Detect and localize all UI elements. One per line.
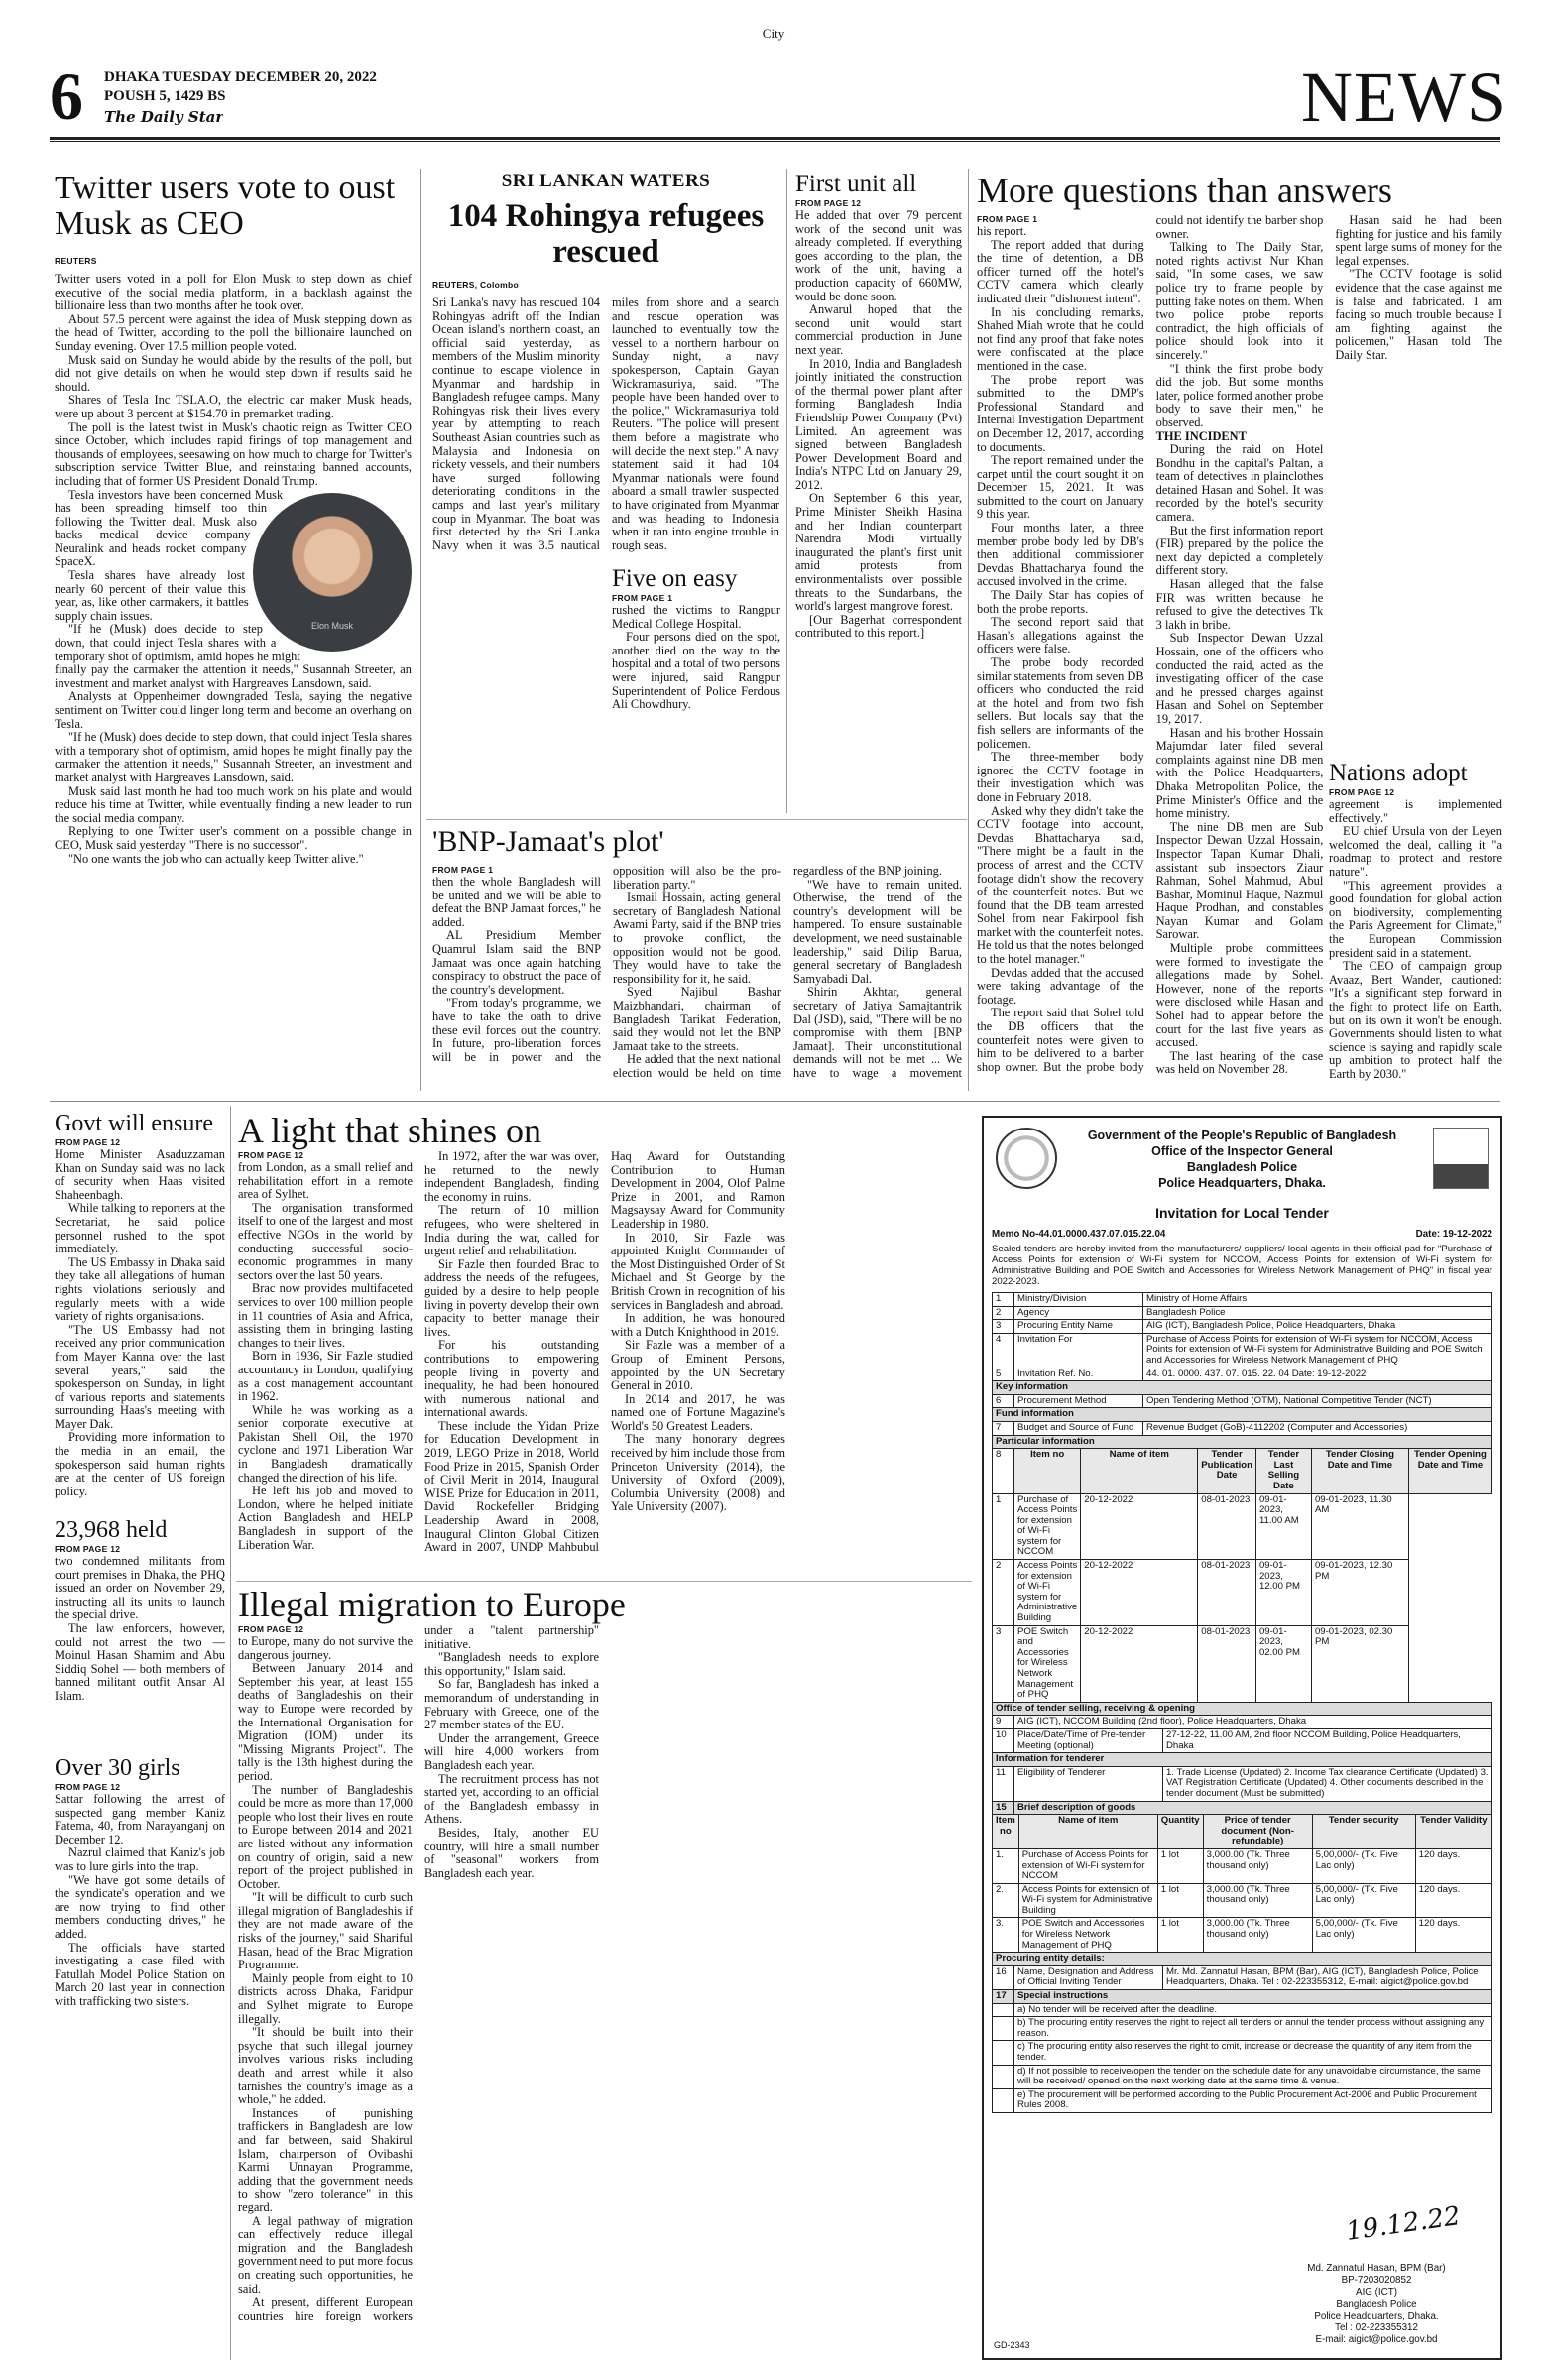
tender-row: 4 Invitation For Purchase of Access Points for extension of Wi-Fi system for NCCOM, Access Points for extension of Wi-Fi system for Administrative Building and POE Switch and Accessories for Wireless Network Management of PHQ	[993, 1333, 1492, 1368]
signatory: Md. Zannatul Hasan, BPM (Bar) BP-7203020852 AIG (ICT) Bangladesh Police Police Headquarters, Dhaka. Tel : 02-223355312 E-mail: aigict@police.gov.bd	[1307, 2263, 1446, 2345]
tender-row: 1 Ministry/Division Ministry of Home Affairs	[993, 1293, 1492, 1307]
from-page: FROM PAGE 12	[55, 1544, 121, 1554]
five-story	[612, 565, 780, 803]
article-body: agreement is implemented effectively." EU chief Ursula von der Leyen welcomed the deal, calling it "a roadmap to protect and restore nature". "This agreement provides a good foundation for global action on biodiversity, complementing the Paris Agreement for Climate," the European Commission president said in a statement. The CEO of campaign group Avaaz, Bert Wander, cautioned: "It's a significant step forward in the fight to protect life on Earth, but on its own it won't be enough. Governments should listen to what science is saying and rapidly scale up ambition to protect half the Earth by 2030."	[1329, 797, 1502, 1081]
rohingya-story	[432, 171, 779, 587]
first-unit-story	[795, 171, 962, 815]
goods-row: 2. Access Points for extension of Wi-Fi system for Administrative Building 1 lot 3,000.00 (Tk. Three thousand only) 5,00,000/- (Tk. Five Lac only) 120 days.	[993, 1883, 1492, 1918]
headline: Govt will ensure	[55, 1111, 213, 1136]
gov-line: Government of the People's Republic of Bangladesh	[1087, 1129, 1397, 1142]
police-emblem	[996, 1128, 1057, 1189]
migration-story	[238, 1585, 972, 2358]
bnp-story	[432, 825, 962, 1095]
mujib-logo	[1433, 1128, 1489, 1189]
memo-date: Date: 19-12-2022	[1415, 1229, 1492, 1240]
headline: Twitter users vote to oust Musk as CEO	[55, 171, 396, 242]
gd-number: GD-2343	[994, 2340, 1030, 2350]
article-body: FROM PAGE 12 from London, as a small relief and rehabilitation effort in a remote area of Sylhet. The organisation transformed itself to one of the largest and most effective NGOs in the world by conducting successful socio-economic programmes in many sectors over the last 50 years. Brac now provides multifaceted services to over 100 million people in 11 countries of Asia and Africa, assisting them in bringing lasting changes to their lives. Born in 1936, Sir Fazle studied accountancy in London, qualifying as a cost management accountant in 1962. While he was working as a senior corporate executive at Pakistan Shell Oil, the 1970 cyclone and 1971 Liberation War in Bangladesh dramatically changed the direction of his life. He left his job and moved to London, where he helped initiate Action Bangladesh and HELP Bangladesh in support of the Liberation War. In 1972, after the war was over, he returned to the newly independent Bangladesh, finding the economy in ruins. The return of 10 million refugees, who were sheltered in India during the war, called for urgent relief and rehabilitation. Sir Fazle then founded Brac to address the needs of the refugees, guided by a desire to help people living in poverty develop their own capacity to better manage their lives. For his outstanding contributions to empowering people living in poverty and inequality, he had been honoured with numerous national and international awards. These include the Yidan Prize for Education Development in 2019, LEGO Prize in 2018, World Food Prize in 2015, Spanish Order of Civil Merit in 2014, Inaugural WISE Prize for Education in 2011, David Rockefeller Bridging Leadership Award in 2008, Inaugural Clinton Global Citizen Award in 2007, UNDP Mahbubul Haq Award for Outstanding Contribution to Human Development in 2004, Olof Palme Prize in 2001, and Ramon Magsaysay Award for Community Leadership in 1980. In 2010, Sir Fazle was appointed Knight Commander of the Most Distinguished Order of St Michael and St George by the British Crown in recognition of his services in Bangladesh and abroad. In addition, he was honoured with a Dutch Knighthood in 2019. Sir Fazle was a member of a Group of Eminent Persons, appointed by the UN Secretary General in 2010. In 2014 and 2017, he was named one of Fortune Magazine's World's 50 Greatest Leaders. The many honorary degrees received by him include those from Princeton University (2014), the University of Oxford (2009), Columbia University (2008) and Yale University (2007).	[238, 1149, 785, 1555]
musk-photo: Elon Musk	[253, 493, 412, 652]
from-page: FROM PAGE 12	[55, 1782, 121, 1792]
article-body: Sattar following the arrest of suspected gang member Kaniz Fatema, 40, from Narayanganj on December 12. Nazrul claimed that Kaniz's job was to lure girls into the trap. "We have got some details of the syndicate's operation and we are now trying to find other members conducting drives," he added. The officials have started investigating a case filed with Fatullah Model Police Station on March 20 last year in connection with trafficking two sisters.	[55, 1792, 225, 2008]
from-page: FROM PAGE 12	[55, 1137, 121, 1147]
bangla-date: POUSH 5, 1429 BS	[104, 88, 226, 104]
tender-row: 5 Invitation Ref. No. 44. 01. 0000. 437. 07. 015. 22. 04 Date: 19-12-2022	[993, 1368, 1492, 1381]
procuring-table: Procuring entity details: 16 Name, Designation and Address of Official Inviting Tender Mr. Md. Zannatul Hasan, BPM (Bar), AIG (ICT), Bangladesh Police, Police Headquarters, Dhaka. Tel : 02-223355312, E-mail: aigict@police.gov.bd 17 Special instructions a) No tender will be received after the deadline. b) The procuring entity reserves the right to reject all tenders or annul the tender process without assigning any reason. c) The procuring entity also reserves the right to cmit, increase or decrease the quantity of any item from the tender. d) If not possible to receive/open the tender on the schedule date for any unavoidable circumstance, the same will be received/ opened on the next working date at the same time & venue. e) The procurement will be performed according to the Public Procurement Act-2006 and Public Procurement Rules 2008.	[992, 1952, 1492, 2113]
headline: Over 30 girls	[55, 1755, 180, 1781]
byline: REUTERS	[55, 256, 97, 266]
headline: 'BNP-Jamaat's plot'	[432, 825, 664, 858]
article-body: rushed the victims to Rangpur Medical College Hospital. Four persons died on the spot, another died on the way to the hospital and a total of two persons were injured, said Rangpur Superintendent of Police Ferdous Ali Chowdhury.	[612, 603, 780, 712]
office: Office of the Inspector General	[1151, 1144, 1333, 1158]
masthead-logo: The Daily Star	[104, 108, 224, 126]
kicker: SRI LANKAN WATERS	[501, 171, 711, 191]
from-page: FROM PAGE 1	[612, 593, 673, 603]
headline: 104 Rohingya refugees rescued	[447, 198, 765, 270]
govt-story	[55, 1111, 225, 1507]
tender-table: 1 Ministry/Division Ministry of Home Affairs 2 Agency Bangladesh Police 3 Procuring Entity Name AIG (ICT), Bangladesh Police, Police Headquarters, Dhaka 4 Invitation For Purchase of Access Points for extension of Wi-Fi system for NCCOM, Access Points for extension of Wi-Fi system for Administrative Building and POE Switch and Accessories for Wireless Network Management of PHQ 5 Invitation Ref. No. 44. 01. 0000. 437. 07. 015. 22. 04 Date: 19-12-2022 Key information 6 Procurement Method Open Tendering Method (OTM), National Competitive Tender (NCT) Fund information 7 Budget and Source of Fund Revenue Budget (GoB)-4112202 (Computer and Accessories) Particular information	[992, 1292, 1492, 1449]
headline: A light that shines on	[238, 1111, 541, 1150]
headline: First unit all	[795, 171, 917, 197]
from-page: FROM PAGE 12	[238, 1150, 304, 1160]
article-body: He added that over 79 percent work of the second unit was already completed. If everything goes according to the plan, the work of the unit, having a production capacity of 660MW, would be done soon. Anwarul hoped that the second unit would start commercial production in June next year. In 2010, India and Bangladesh jointly initiated the construction of the thermal power plant after forming Bangladesh India Friendship Power Company (Pvt) Limited. An agreement was signed between Bangladesh Power Development Board and India's NTPC Ltd on January 29, 2012. On September 6 this year, Prime Minister Sheikh Hasina and her Indian counterpart Narendra Modi virtually inaugurated the plant's first unit amid protests from environmentalists over possible threats to the Sundarbans, the world's largest mangrove forest. [Our Bagerhat correspondent contributed to this report.]	[795, 208, 962, 641]
article-body: Sri Lanka's navy has rescued 104 Rohingyas adrift off the Indian Ocean island's northern coast, an official said yesterday, as members of the Muslim minority continue to escape violence in Myanmar and hardship in Bangladesh refugee camps. Many Rohingyas risk their lives every year by attempting to reach Southeast Asian countries such as Malaysia and Indonesia on rickety vessels, and their numbers have surged following deteriorating conditions in the camps and last year's military coup in Myanmar. The boat was first detected by the Sri Lanka Navy when it was 3.5 nautical miles from shore and a search and rescue operation was launched to eventually tow the vessel to a northern harbour on Sunday night, a navy spokesperson, Captain Gayan Wickramasuriya, said. "The people have been handed over to the police," Wickramasuriya told Reuters. "The police will present them before a magistrate who will decide the next step." A navy statement said it had 104 Myanmar nationals were found aboard a small trawler suspected to have originated from Myanmar and was heading to Indonesia when it ran into engine trouble in rough seas.	[432, 296, 779, 552]
article-body: FROM PAGE 12 to Europe, many do not survive the dangerous journey. Between January 2014 and September this year, at least 155 deaths of Bangladeshis on their way to Europe were recorded by the International Organisation for Migration (IOM) under its "Missing Migrants Project". The tally is the 13th highest during the period. The number of Bangladeshis could be more as more than 17,000 people who lost their lives en route to Europe between 2014 and 2021 are listed without any information on country of origin, said a new report of the project published in October. "It will be difficult to curb such illegal migration of Bangladeshis if they are not made aware of the risks of the journey," said Shariful Hasan, head of the Brac Migration Programme. Mainly people from eight to 10 districts across Dhaka, Faridpur and Sylhet migrate to Europe illegally. "It should be built into their psyche that such illegal journey involves various risks including death and arrest while it also tarnishes the country's image as a whole," he added. Instances of punishing traffickers in Bangladesh are low and far between, said Shakirul Islam, chairperson of Ovibashi Karmi Unnayan Programme, adding that the government needs to show "zero tolerance" in this regard. A legal pathway of migration can effectively reduce illegal migration and the Bangladesh government need to put more focus on creating such opportunities, he said. At present, different European countries hire foreign workers under a "talent partnership" initiative. "Bangladesh needs to explore this opportunity," Islam said. So far, Bangladesh has inked a memorandum of understanding in February with Greece, one of the 27 member states of the EU. Under the arrangement, Greece will hire 4,000 workers from Bangladesh each year. The recruitment process has not started yet, according to an official of the Bangladesh embassy in Athens. Besides, Italy, another EU country, will hire a small number of "seasonal" workers from Bangladesh each year.	[238, 1623, 599, 2322]
from-page: FROM PAGE 12	[1329, 787, 1395, 797]
nations-story	[1329, 760, 1502, 1095]
hq: Police Headquarters, Dhaka.	[1158, 1176, 1326, 1190]
from-page: FROM PAGE 1	[977, 214, 1038, 224]
from-page: FROM PAGE 12	[238, 1624, 304, 1634]
office-table: Office of tender selling, receiving & opening 9 AIG (ICT), NCCOM Building (2nd floor), Police Headquarters, Dhaka 10 Place/Date/Time of Pre-tender Meeting (optional) 27-12-22, 11.00 AM, 2nd floor NCCOM Building, Police Headquarters, Dhaka Information for tenderer 11 Eligibility of Tenderer 1. Trade License (Updated) 2. Income Tax clearance Certificate (Updated) 3. VAT Registration Certificate (Updated) 4. Other documents described in the tender document (Must be submitted) 15 Brief description of goods	[992, 1702, 1492, 1815]
tender-notice	[982, 1116, 1502, 2360]
held-story	[55, 1517, 225, 1745]
girls-story	[55, 1755, 225, 2350]
particular-row: 1 Purchase of Access Points for extension of Wi-Fi system for NCCOM 20-12-2022 08-01-2023 09-01-2023, 11.00 AM 09-01-2023, 11.30 AM	[993, 1493, 1492, 1560]
header-rule	[50, 137, 1500, 140]
particular-table: 8 Item no Name of item Tender Publication Date Tender Last Selling Date Tender Closing Date and Time Tender Opening Date and Time 1 Purchase of Access Points for extension of Wi-Fi system for NCCOM 20-12-2022 08-01-2023 09-01-2023, 11.00 AM 09-01-2023, 11.30 AM 2 Access Points for extension of Wi-Fi system for Administrative Building 20-12-2022 08-01-2023 09-01-2023, 12.00 PM 09-01-2023, 12.30 PM 3 POE Switch and Accessories for Wireless Network Management of PHQ 20-12-2022 08-01-2023 09-01-2023, 02.00 PM 09-01-2023, 02.30 PM	[992, 1448, 1492, 1703]
org: Bangladesh Police	[1186, 1160, 1298, 1174]
dateline: DHAKA TUESDAY DECEMBER 20, 2022	[104, 69, 377, 85]
article-body: FROM PAGE 1 his report. The report added that during the time of detention, a DB officer turned off the hotel's CCTV camera which clearly indicated their "dishonest intent". In his concluding remarks, Shahed Miah wrote that he could not find any proof that fake notes were confiscated at the place mentioned in the case. The probe report was submitted to the DMP's Professional Standard and Internal Investigation Department on December 12, 2017, according to documents. The report remained under the carpet until the court sought it on December 15, 2021. It was submitted to the court on January 9 this year. Four months later, a three member probe body led by DB's then additional commissioner Devdas Bhattacharya found the accused involved in the crime. The Daily Star has copies of both the probe reports. The second report said that Hasan's allegations against the officers were false. The probe body recorded similar statements from seven DB officers who conducted the raid at the hotel and from two fish sellers. But locals say that the fish sellers are informants of the policemen. The three-member body ignored the CCTV footage in their investigation which was done in February 2018. Asked why they didn't take the CCTV footage into account, Devdas Bhattacharya said, "There might be a fault in the process of arrest and the CCTV footage didn't show the recovery of the counterfeit notes. But we found that the DB team arrested Sohel from near Fakirpool fish market with the counterfeit notes. He told us that the notes belonged to the hotel manager." Devdas added that the accused were taking advantage of the footage. The report said that Sohel told the DB officers that the counterfeit notes were given to him to be delivered to a barber shop owner. But the probe body could not identify the barber shop owner. Talking to The Daily Star, noted rights activist Nur Khan said, "In some cases, we saw police try to frame people by putting fake notes on them. When two police probe reports contradict, the high officials of police should look into it sincerely." "I think the first probe body did the job. But some months later, police formed another probe body to save their men," he observed. THE INCIDENT During the raid on Hotel Bondhu in the capital's Paltan, a team of detectives in plainclothes detained Hasan and Sohel. It was recorded by the hotel's security camera. But the first information report (FIR) prepared by the police the next day depicted a completely different story. Hasan alleged that the false FIR was written because he refused to give the detectives Tk 3 lakh in bribe. Sub Inspector Dewan Uzzal Hossain, one of the officers who conducted the raid, acted as the investigating officer of the case and he pressed charges against Hasan and Sohel on September 19, 2017. Hasan and his brother Hossain Majumdar later filed several complaints against nine DB men with the Police Headquarters, Dhaka Metropolitan Police, the Prime Minister's Office and the home ministry. The nine DB men are Sub Inspector Dewan Uzzal Hossain, Inspector Tapan Kumar Dhali, assistant sub inspectors Ziaur Rahman, Sohel Mahmud, Abul Bashar, Mominul Haque, Nazmul Haque Prodhan, and constables Nayan Kumar and Golam Sarowar. Multiple probe committees were formed to investigate the allegations made by Sohel. However, none of the reports were disclosed while Hasan and Sohel had to appear before the court for the last five years as accused. The last hearing of the case was held on November 28. Hasan said he had been fighting for justice and his family spent large sums of money for the legal expenses. "The CCTV footage is solid evidence that the case against me is false and fabricated. I am facing so much trouble because I am fighting against the policemen," Hasan told The Daily Star.	[977, 213, 1502, 1077]
intro: Sealed tenders are hereby invited from the manufacturers/ suppliers/ local agents in their official pad for "Purchase of Access Points for extension of Wi-Fi system for NCCOM, Access Points for extension of Wi-Fi system for Administrative Building and POE Switch and Accessories for Wireless Network Management of PHQ" in fiscal year 2022-2023.	[992, 1244, 1492, 1287]
memo-no: Memo No-44.01.0000.437.07.015.22.04	[992, 1229, 1166, 1240]
article-body: FROM PAGE 1 then the whole Bangladesh will be united and we will be able to defeat the BNP Jamaat forces," he added. AL Presidium Member Quamrul Islam said the BNP Jamaat was once again hatching conspiracy to obstruct the pace of the country's development. "From today's programme, we have to take the oath to drive these evil forces out the country. In future, pro-liberation forces will be in power and the opposition will also be the pro-liberation party." Ismail Hossain, acting general secretary of Bangladesh National Awami Party, said if the BNP tries to provoke conflict, the opposition would not be good. They would have to take the responsibility for it, he said. Syed Najibul Bashar Maizbhandari, chairman of Bangladesh Tarikat Federation, said they would not let the BNP Jamaat take to the streets. He added that the next national election would be held on time regardless of the BNP joining. "We have to remain united. Otherwise, the trend of the country's development will be hampered. To ensure sustainable development, we need sustainable leadership," said Dilip Barua, general secretary of Bangladesh Samyabadi Dal. Shirin Akhtar, general secretary of Jatiya Samajtantrik Dal (JSD), said, "There will be no compromise with them [BNP Jamaat]. Their unconstitutional demands will not be met ... We have to wage a movement	[432, 864, 962, 1080]
light-story	[238, 1111, 972, 1577]
headline: More questions than answers	[977, 171, 1392, 210]
particular-row: 2 Access Points for extension of Wi-Fi system for Administrative Building 20-12-2022 08-01-2023 09-01-2023, 12.00 PM 09-01-2023, 12.30 PM	[993, 1560, 1492, 1626]
headline: Illegal migration to Europe	[238, 1585, 626, 1624]
section-title: NEWS	[1301, 60, 1507, 135]
goods-row: 3. POE Switch and Accessories for Wireless Network Management of PHQ 1 lot 3,000.00 (Tk. Three thousand only) 5,00,000/- (Tk. Five Lac only) 120 days.	[993, 1918, 1492, 1953]
signature: 19.12.22	[1344, 2202, 1463, 2247]
headline: 23,968 held	[55, 1517, 168, 1543]
headline: Five on easy	[612, 565, 738, 592]
twitter-story	[55, 171, 412, 1098]
tender-row: 2 Agency Bangladesh Police	[993, 1306, 1492, 1320]
from-page: FROM PAGE 1	[432, 865, 494, 875]
byline: REUTERS, Colombo	[432, 280, 519, 290]
particular-row: 3 POE Switch and Accessories for Wireless Network Management of PHQ 20-12-2022 08-01-2023 09-01-2023, 02.00 PM 09-01-2023, 02.30 PM	[993, 1625, 1492, 1702]
article-body: Twitter users voted in a poll for Elon Musk to step down as chief executive of the social media platform, in a backlash against the billionaire less than two months after he took over. About 57.5 percent were against the idea of Musk stepping down as the head of Twitter, according to the poll the billionaire launched on Sunday evening. Over 17.5 million people voted. Musk said on Sunday he would abide by the results of the poll, but did not give details on when he would step down if results said he should. Shares of Tesla Inc TSLA.O, the electric car maker Musk heads, were up about 3 percent at $154.70 in premarket trading. The poll is the latest twist in Musk's chaotic reign as Twitter CEO since October, which includes rapid firings of top management and thousands of employees, seesawing on how much to charge for Twitter's subscription service Twitter Blue, and reinstating banned accounts, including that of former US President Donald Trump. Elon Musk Tesla investors have been concerned Musk has been spreading himself too thin following the Twitter deal. Musk also backs medical device company Neuralink and heads rocket company SpaceX. Tesla shares have already lost nearly 60 percent of their value this year, as, like other carmakers, it battles supply chain issues. "If he (Musk) does decide to step down, that could inject Tesla shares with a temporary shot of optimism, amid hopes he might finally pay the carmaker the attention it needs," Susannah Streeter, an investment and market analyst with Hargreaves Lansdown, said. Analysts at Oppenheimer downgraded Tesla, saying the negative sentiment on Twitter could linger long term and become an overhang on Tesla. "If he (Musk) does decide to step down, that could inject Tesla shares with a temporary shot of optimism, amid hopes he might finally pay the carmaker the attention it needs," Susannah Streeter, an investment and market analyst with Hargreaves Lansdown, said. Musk said last month he had too much work on his plate and would reduce his time at Twitter, while eventually finding a new leader to run the social media company. Replying to one Twitter user's comment on a possible change in CEO, Musk said yesterday "There is no successor". "No one wants the job who can actually keep Twitter alive."	[55, 272, 412, 866]
from-page: FROM PAGE 12	[795, 198, 862, 208]
headline: Nations adopt	[1329, 760, 1468, 786]
page-number: 6	[50, 61, 83, 131]
tender-title: Invitation for Local Tender	[1155, 1205, 1329, 1221]
goods-table: Item no Name of item Quantity Price of tender document (Non-refundable) Tender security Tender Validity 1. Purchase of Access Points for extension of Wi-Fi system for NCCOM 1 lot 3,000.00 (Tk. Three thousand only) 5,00,000/- (Tk. Five Lac only) 120 days. 2. Access Points for extension of Wi-Fi system for Administrative Building 1 lot 3,000.00 (Tk. Three thousand only) 5,00,000/- (Tk. Five Lac only) 120 days. 3. POE Switch and Accessories for Wireless Network Management of PHQ 1 lot 3,000.00 (Tk. Three thousand only) 5,00,000/- (Tk. Five Lac only) 120 days.	[992, 1814, 1492, 1953]
goods-row: 1. Purchase of Access Points for extension of Wi-Fi system for NCCOM 1 lot 3,000.00 (Tk. Three thousand only) 5,00,000/- (Tk. Five Lac only) 120 days.	[993, 1848, 1492, 1883]
section-label: City	[762, 26, 785, 41]
tender-row: 3 Procuring Entity Name AIG (ICT), Bangladesh Police, Police Headquarters, Dhaka	[993, 1320, 1492, 1334]
article-body: Home Minister Asaduzzaman Khan on Sunday said was no lack of security when Haas visited Shaheenbagh. While talking to reporters at the Secretariat, he said police personnel rushed to the spot immediately. The US Embassy in Dhaka said they take all allegations of human rights violations seriously and regularly meets with a wide variety of rights organisations. "The US Embassy had not received any prior communication from Mayer Kanna over the last several years," said the spokesperson on Sunday, in light of various reports and statements surrounding Haas's meeting with Mayer Dak. Providing more information to the media in an email, the spokesperson said human rights are at the center of US foreign policy.	[55, 1147, 225, 1498]
article-body: two condemned militants from court premises in Dhaka, the PHQ issued an order on November 29, instructing all its units to launch the special drive. The law enforcers, however, could not arrest the two — Moinul Hasan Shamim and Abu Siddiq Sohel — both members of banned militant outfit Ansar Al Islam.	[55, 1554, 225, 1703]
